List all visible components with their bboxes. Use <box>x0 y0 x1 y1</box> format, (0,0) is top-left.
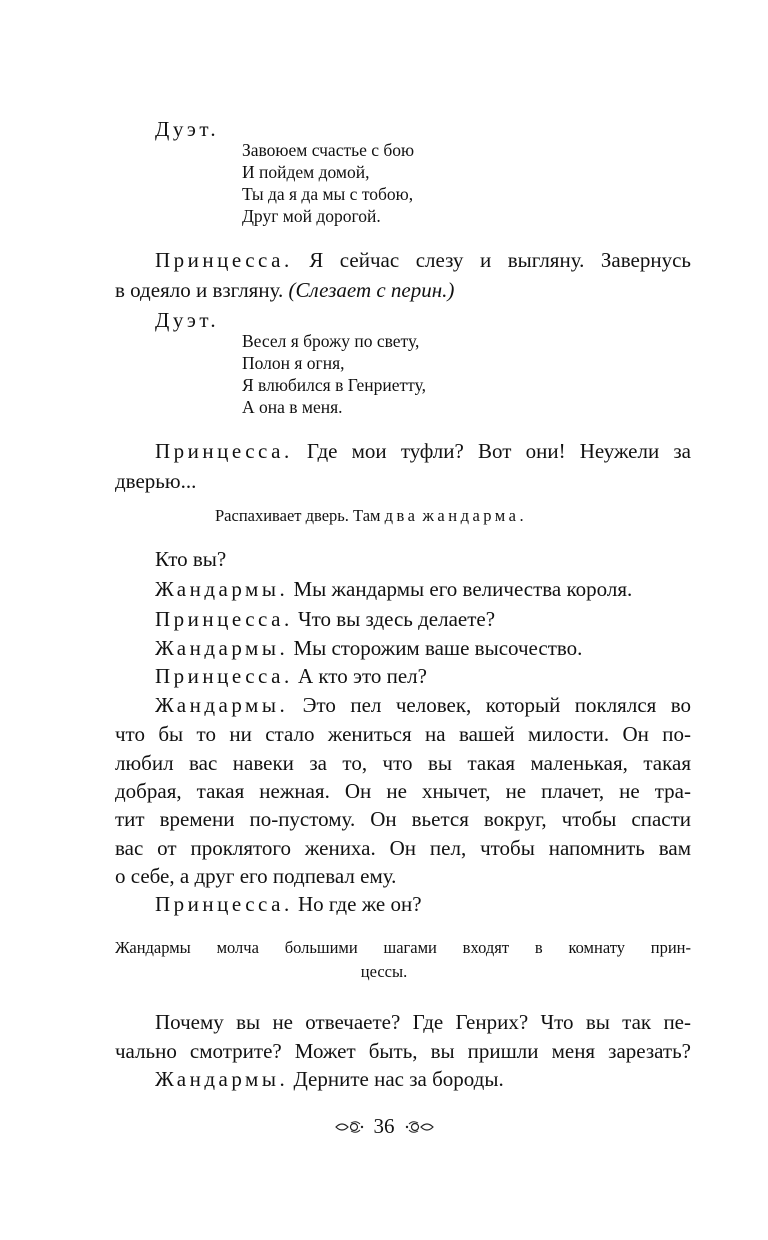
stage-direction: Жандармы молча большими шагами входят в комнату прин- <box>115 938 691 957</box>
dialogue-line: Кто вы? <box>155 547 227 571</box>
speaker-princess: Принцесса. <box>155 607 293 631</box>
dialogue-line: Жандармы. Дерните нас за бороды. <box>155 1067 504 1091</box>
dialogue-line <box>115 278 454 302</box>
page-footer <box>0 1113 768 1141</box>
dialogue-line: Почему вы не отвечаете? Где Генрих? Что вы так пе- <box>155 1010 691 1034</box>
stage-direction: (Слезает с перин.) <box>288 278 455 302</box>
stage-direction: Распахивает дверь. Там два жандарма. <box>215 506 528 525</box>
verse-line: Ты да я да мы с тобою, <box>242 184 414 204</box>
dialogue-line <box>155 248 691 272</box>
verse-line: Весел я брожу по свету, <box>242 331 420 351</box>
stage-emphasis: жандарма. <box>422 506 528 525</box>
speaker-gendarmes: Жандармы. <box>155 636 289 660</box>
speaker-gendarmes: Жандармы. <box>155 693 289 717</box>
dialogue-line: дверью... <box>115 469 197 493</box>
verse-line: И пойдем домой, <box>242 162 370 182</box>
speaker-princess: Принцесса. <box>155 439 293 463</box>
paragraph-line: о себе, а друг его подпевал ему. <box>115 864 397 888</box>
dialogue-line: Принцесса. Но где же он? <box>155 892 422 916</box>
speaker-duet: Дуэт. <box>155 117 220 141</box>
speaker-princess: Принцесса. <box>155 664 293 688</box>
speaker-princess: Принцесса. <box>155 248 293 272</box>
paragraph-line: вас от проклятого жениха. Он пел, чтобы напомнить вам <box>115 836 691 860</box>
ornament-left-icon <box>334 1115 364 1141</box>
dialogue-line: Жандармы. Мы жандармы его величества короля. <box>155 577 633 601</box>
verse-line: Завоюем счастье с бою <box>242 140 415 160</box>
paragraph-line: тит времени по-пустому. Он вьется вокруг, чтобы спасти <box>115 807 691 831</box>
dialogue-line: чально смотрите? Может быть, вы пришли меня зарезать? <box>115 1039 691 1063</box>
dialogue-text: в одеяло и взгляну. <box>115 278 284 302</box>
speaker-gendarmes: Жандармы. <box>155 577 289 601</box>
paragraph-line: любил вас навеки за то, что вы такая маленькая, такая <box>115 751 691 775</box>
speaker-princess: Принцесса. <box>155 892 293 916</box>
verse-line: Полон я огня, <box>242 353 345 373</box>
dialogue-text: Я сейчас слезу и выгляну. Завернусь <box>309 248 691 272</box>
dialogue-line: Жандармы. Это пел человек, который поклялся во <box>155 693 692 717</box>
speaker-gendarmes: Жандармы. <box>155 1067 289 1091</box>
speaker-duet: Дуэт. <box>155 308 220 332</box>
paragraph-line: добрая, такая нежная. Он не хнычет, не плачет, не тра- <box>115 779 691 803</box>
stage-emphasis: два <box>384 506 419 525</box>
paragraph-line: что бы то ни стало жениться на вашей милости. Он по- <box>115 722 691 746</box>
page-number: 36 <box>373 1114 395 1138</box>
dialogue-text: Где мои туфли? Вот они! Неужели за <box>306 439 692 463</box>
dialogue-line: Жандармы. Мы сторожим ваше высочество. <box>155 636 583 660</box>
dialogue-line <box>155 439 691 463</box>
stage-direction: цессы. <box>360 962 408 981</box>
verse-line: Друг мой дорогой. <box>242 206 381 226</box>
dialogue-line: Принцесса. А кто это пел? <box>155 664 427 688</box>
verse-line: Я влюбился в Генриетту, <box>242 375 426 395</box>
verse-line: А она в меня. <box>242 397 343 417</box>
dialogue-line: Принцесса. Что вы здесь делаете? <box>155 607 496 631</box>
ornament-right-icon <box>405 1115 435 1141</box>
